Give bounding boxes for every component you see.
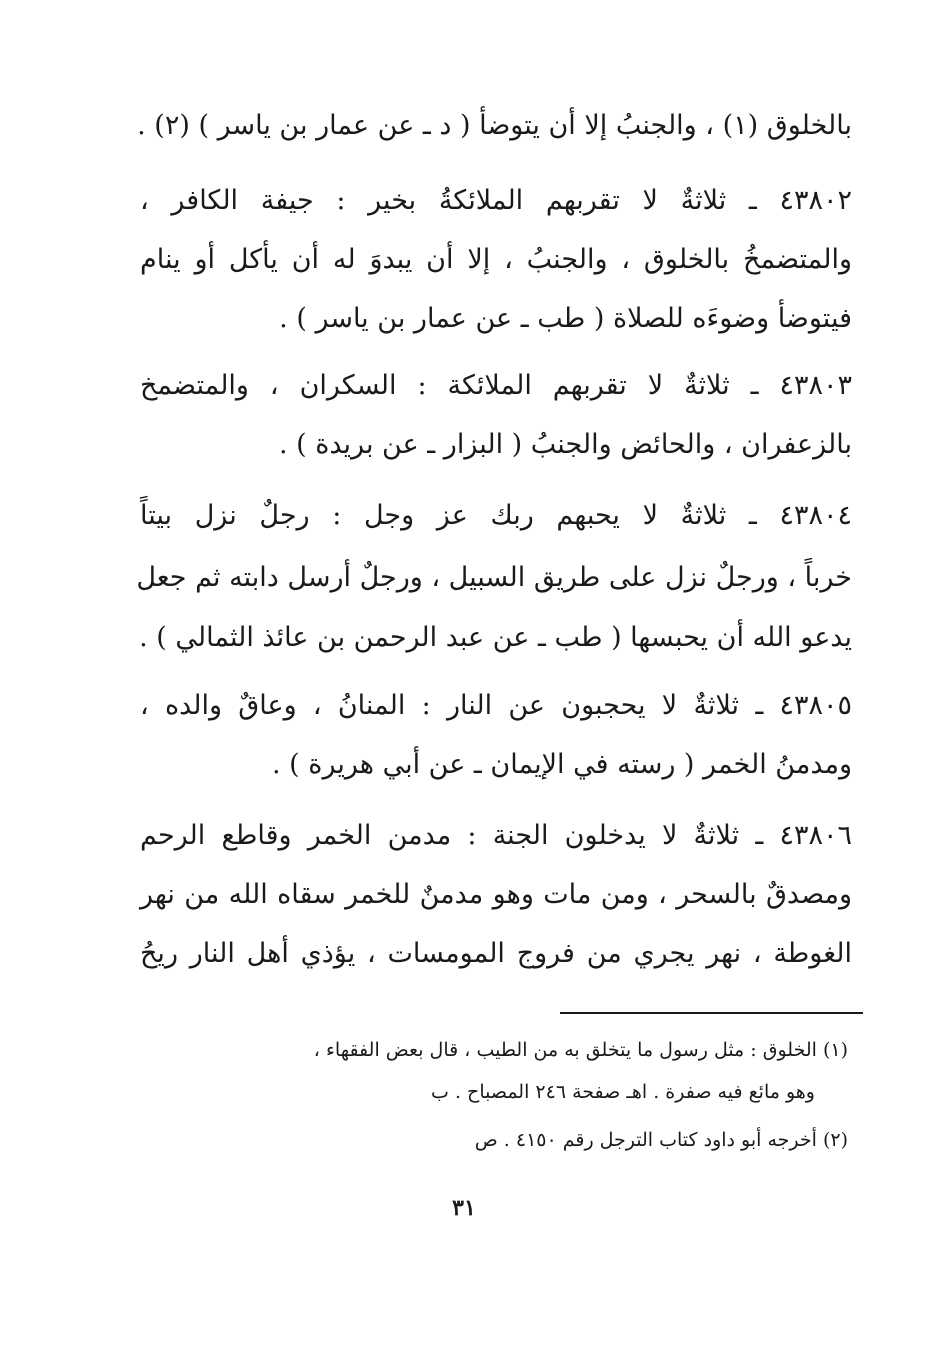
hadith-4802-line-1: ٤٣٨٠٢ ـ ثلاثةٌ لا تقربهم الملائكةُ بخير : جيفة الكافر ،	[140, 185, 852, 216]
page-number: ٣١	[452, 1195, 476, 1221]
hadith-4806-line-1: ٤٣٨٠٦ ـ ثلاثةٌ لا يدخلون الجنة : مدمن الخمر وقاطع الرحم	[140, 820, 852, 851]
hadith-4803-line-1: ٤٣٨٠٣ ـ ثلاثةٌ لا تقربهم الملائكة : السكران ، والمتضمخ	[140, 370, 852, 401]
footnote-1-line-2: وهو مائع فيه صفرة . اهـ صفحة ٢٤٦ المصباح . ب	[431, 1081, 815, 1103]
footnote-separator	[560, 1012, 863, 1014]
hadith-4804-line-3: يدعو الله أن يحبسها ( طب ـ عن عبد الرحمن بن عائذ الثمالي ) .	[139, 622, 852, 653]
hadith-4804-line-1: ٤٣٨٠٤ ـ ثلاثةٌ لا يحبهم ربك عز وجل : رجلٌ نزل بيتاً	[140, 500, 852, 531]
hadith-4803-line-2: بالزعفران ، والحائض والجنبُ ( البزار ـ عن بريدة ) .	[278, 429, 852, 460]
footnote-2: (٢) أخرجه أبو داود كتاب الترجل رقم ٤١٥٠ . ص	[474, 1129, 848, 1151]
hadith-4805-line-2: ومدمنُ الخمر ( رسته في الإيمان ـ عن أبي هريرة ) .	[272, 749, 852, 780]
hadith-4804-line-2: خرباً ، ورجلٌ نزل على طريق السبيل ، ورجلٌ أرسل دابته ثم جعل	[136, 562, 852, 593]
hadith-4802-line-3: فيتوضأ وضوءَه للصلاة ( طب ـ عن عمار بن ياسر ) .	[279, 303, 852, 334]
text-line: بالخلوق (١) ، والجنبُ إلا أن يتوضأ ( د ـ عن عمار بن ياسر ) (٢) .	[137, 110, 852, 141]
hadith-4802-line-2: والمتضمخُ بالخلوق ، والجنبُ ، إلا أن يبدوَ له أن يأكل أو ينام	[140, 244, 852, 275]
footnote-1-line-1: (١) الخلوق : مثل رسول ما يتخلق به من الطيب ، قال بعض الفقهاء ،	[313, 1039, 848, 1061]
hadith-4806-line-2: ومصدقٌ بالسحر ، ومن مات وهو مدمنٌ للخمر سقاه الله من نهر	[140, 879, 852, 910]
hadith-4806-line-3: الغوطة ، نهر يجري من فروج المومسات ، يؤذي أهل النار ريحُ	[140, 938, 852, 969]
hadith-4805-line-1: ٤٣٨٠٥ ـ ثلاثةٌ لا يحجبون عن النار : المنانُ ، وعاقٌ والده ،	[140, 690, 852, 721]
